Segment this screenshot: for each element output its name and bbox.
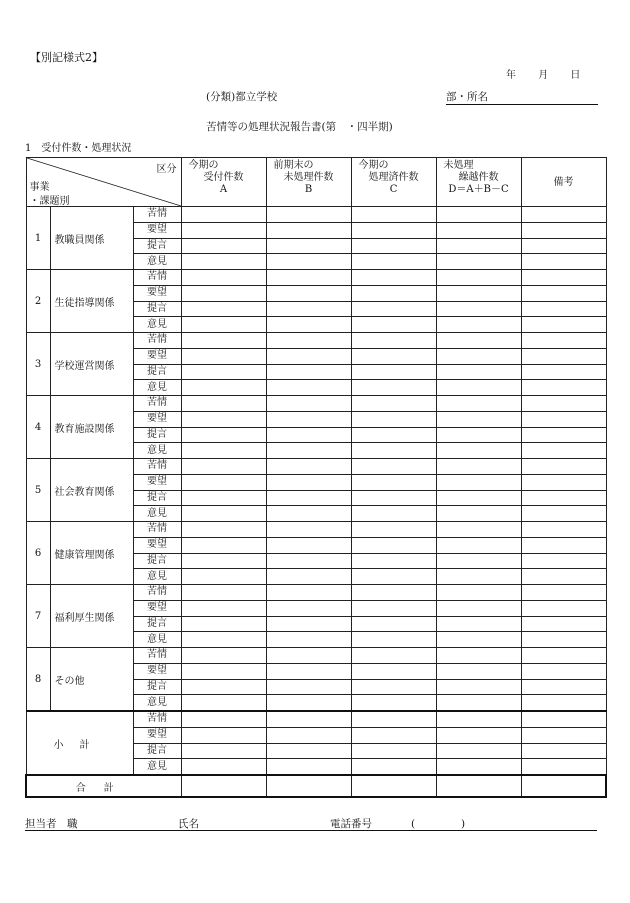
entry-cell[interactable] xyxy=(436,585,521,601)
entry-cell[interactable] xyxy=(181,537,266,553)
sub-category-label: 意見 xyxy=(133,632,181,648)
entry-cell[interactable] xyxy=(351,600,436,616)
corner-header xyxy=(26,158,181,207)
entry-cell[interactable] xyxy=(436,490,521,506)
sub-category-label: 提言 xyxy=(133,743,181,759)
entry-cell[interactable] xyxy=(521,364,606,380)
entry-cell[interactable] xyxy=(521,775,606,797)
column-header-a xyxy=(181,158,266,207)
entry-cell[interactable] xyxy=(266,222,351,238)
entry-cell[interactable] xyxy=(521,443,606,459)
entry-cell[interactable] xyxy=(351,427,436,443)
category-name: 社会教育関係 xyxy=(50,459,133,522)
entry-cell[interactable] xyxy=(436,695,521,711)
entry-cell[interactable] xyxy=(266,759,351,775)
entry-cell[interactable] xyxy=(436,553,521,569)
entry-cell[interactable] xyxy=(181,632,266,648)
sub-category-label: 意見 xyxy=(133,759,181,775)
entry-cell[interactable] xyxy=(351,727,436,743)
entry-cell[interactable] xyxy=(351,474,436,490)
entry-cell[interactable] xyxy=(266,238,351,254)
column-header-c xyxy=(351,158,436,207)
entry-cell[interactable] xyxy=(351,396,436,412)
entry-cell[interactable] xyxy=(351,317,436,333)
entry-cell[interactable] xyxy=(266,254,351,270)
entry-cell[interactable] xyxy=(521,727,606,743)
entry-cell[interactable] xyxy=(351,490,436,506)
entry-cell[interactable] xyxy=(351,522,436,538)
phone-paren-open: ( xyxy=(411,818,416,830)
entry-cell[interactable] xyxy=(436,254,521,270)
entry-cell[interactable] xyxy=(436,459,521,475)
jigyo-label: 事業 xyxy=(29,182,50,193)
month-label: 月 xyxy=(538,70,549,81)
entry-cell[interactable] xyxy=(351,743,436,759)
column-header-remarks xyxy=(521,158,606,207)
entry-cell[interactable] xyxy=(181,301,266,317)
entry-cell[interactable] xyxy=(521,474,606,490)
entry-cell[interactable] xyxy=(181,396,266,412)
entry-cell[interactable] xyxy=(521,222,606,238)
entry-cell[interactable] xyxy=(351,380,436,396)
entry-cell[interactable] xyxy=(521,663,606,679)
sub-category-label: 意見 xyxy=(133,569,181,585)
entry-cell[interactable] xyxy=(181,380,266,396)
column-header-line: A xyxy=(219,184,228,195)
category-number: 8 xyxy=(26,648,50,712)
entry-cell[interactable] xyxy=(436,759,521,775)
entry-cell[interactable] xyxy=(181,695,266,711)
category-number: 1 xyxy=(26,207,50,270)
column-header-b xyxy=(266,158,351,207)
entry-cell[interactable] xyxy=(266,411,351,427)
entry-cell[interactable] xyxy=(181,616,266,632)
entry-cell[interactable] xyxy=(181,727,266,743)
entry-cell[interactable] xyxy=(436,663,521,679)
entry-cell[interactable] xyxy=(436,537,521,553)
entry-cell[interactable] xyxy=(436,222,521,238)
kadai-label: ・課題別 xyxy=(29,196,70,207)
column-header-line: 今期の xyxy=(358,160,389,171)
entry-cell[interactable] xyxy=(266,474,351,490)
entry-cell[interactable] xyxy=(521,348,606,364)
sub-category-label: 意見 xyxy=(133,506,181,522)
column-header-line: 備考 xyxy=(553,177,574,188)
entry-cell[interactable] xyxy=(351,411,436,427)
entry-cell[interactable] xyxy=(266,711,351,727)
category-number: 7 xyxy=(26,585,50,648)
category-number: 4 xyxy=(26,396,50,459)
column-header-line: 未処理 xyxy=(443,160,474,171)
category-name: 健康管理関係 xyxy=(50,522,133,585)
table-row xyxy=(26,270,606,286)
sub-category-label: 提言 xyxy=(133,238,181,254)
entry-cell[interactable] xyxy=(181,490,266,506)
entry-cell[interactable] xyxy=(436,411,521,427)
category-name: 福利厚生関係 xyxy=(50,585,133,648)
sub-category-label: 意見 xyxy=(133,443,181,459)
entry-cell[interactable] xyxy=(266,679,351,695)
entry-cell[interactable] xyxy=(436,317,521,333)
entry-cell[interactable] xyxy=(521,301,606,317)
entry-cell[interactable] xyxy=(436,474,521,490)
sub-category-label: 提言 xyxy=(133,427,181,443)
entry-cell[interactable] xyxy=(351,775,436,797)
column-header-line: 繰越件数 xyxy=(458,172,499,183)
entry-cell[interactable] xyxy=(266,317,351,333)
report-table xyxy=(25,157,607,798)
entry-cell[interactable] xyxy=(266,270,351,286)
column-header-d xyxy=(436,158,521,207)
entry-cell[interactable] xyxy=(351,506,436,522)
day-label: 日 xyxy=(570,70,581,81)
entry-cell[interactable] xyxy=(436,775,521,797)
entry-cell[interactable] xyxy=(181,427,266,443)
sub-category-label: 要望 xyxy=(133,600,181,616)
entry-cell[interactable] xyxy=(181,222,266,238)
entry-cell[interactable] xyxy=(181,348,266,364)
entry-cell[interactable] xyxy=(351,348,436,364)
entry-cell[interactable] xyxy=(351,616,436,632)
header-row xyxy=(26,158,606,207)
entry-cell[interactable] xyxy=(521,380,606,396)
entry-cell[interactable] xyxy=(266,743,351,759)
entry-cell[interactable] xyxy=(266,648,351,664)
entry-cell[interactable] xyxy=(351,285,436,301)
entry-cell[interactable] xyxy=(351,553,436,569)
entry-cell[interactable] xyxy=(266,333,351,349)
entry-cell[interactable] xyxy=(521,459,606,475)
entry-cell[interactable] xyxy=(266,600,351,616)
entry-cell[interactable] xyxy=(521,553,606,569)
column-header-line: 処理済件数 xyxy=(368,172,419,183)
column-header-line: 前期末の xyxy=(273,160,314,171)
entry-cell[interactable] xyxy=(266,364,351,380)
entry-cell[interactable] xyxy=(181,207,266,223)
entry-cell[interactable] xyxy=(351,222,436,238)
department-field[interactable]: 部・所名 xyxy=(446,91,598,105)
table-row xyxy=(26,333,606,349)
sub-category-label: 提言 xyxy=(133,679,181,695)
category-number: 6 xyxy=(26,522,50,585)
table-row xyxy=(26,522,606,538)
entry-cell[interactable] xyxy=(521,522,606,538)
entry-cell[interactable] xyxy=(351,207,436,223)
entry-cell[interactable] xyxy=(181,679,266,695)
column-header-line: 未処理件数 xyxy=(283,172,334,183)
entry-cell[interactable] xyxy=(436,270,521,286)
category-number: 3 xyxy=(26,333,50,396)
entry-cell[interactable] xyxy=(521,695,606,711)
person-in-charge-label: 担当者 職 xyxy=(25,818,78,830)
entry-cell[interactable] xyxy=(266,506,351,522)
entry-cell[interactable] xyxy=(436,443,521,459)
phone-label: 電話番号 xyxy=(330,818,372,830)
entry-cell[interactable] xyxy=(351,254,436,270)
entry-cell[interactable] xyxy=(436,380,521,396)
entry-cell[interactable] xyxy=(181,663,266,679)
entry-cell[interactable] xyxy=(181,775,266,797)
table-row xyxy=(26,396,606,412)
entry-cell[interactable] xyxy=(436,427,521,443)
sub-category-label: 提言 xyxy=(133,301,181,317)
entry-cell[interactable] xyxy=(266,632,351,648)
entry-cell[interactable] xyxy=(266,301,351,317)
entry-cell[interactable] xyxy=(181,270,266,286)
entry-cell[interactable] xyxy=(521,600,606,616)
entry-cell[interactable] xyxy=(181,317,266,333)
subtotal-label: 小計 xyxy=(26,711,133,775)
entry-cell[interactable] xyxy=(521,679,606,695)
entry-cell[interactable] xyxy=(181,459,266,475)
entry-cell[interactable] xyxy=(436,600,521,616)
entry-cell[interactable] xyxy=(351,443,436,459)
sub-category-label: 要望 xyxy=(133,285,181,301)
entry-cell[interactable] xyxy=(181,443,266,459)
entry-cell[interactable] xyxy=(266,663,351,679)
sub-category-label: 提言 xyxy=(133,553,181,569)
sub-category-label: 苦情 xyxy=(133,522,181,538)
entry-cell[interactable] xyxy=(266,380,351,396)
phone-paren-close: ) xyxy=(461,818,466,830)
entry-cell[interactable] xyxy=(436,285,521,301)
entry-cell[interactable] xyxy=(436,348,521,364)
entry-cell[interactable] xyxy=(266,553,351,569)
entry-cell[interactable] xyxy=(521,411,606,427)
sub-category-label: 要望 xyxy=(133,537,181,553)
date-field xyxy=(506,70,599,82)
entry-cell[interactable] xyxy=(436,711,521,727)
entry-cell[interactable] xyxy=(266,285,351,301)
entry-cell[interactable] xyxy=(521,759,606,775)
entry-cell[interactable] xyxy=(181,238,266,254)
entry-cell[interactable] xyxy=(181,522,266,538)
sub-category-label: 意見 xyxy=(133,695,181,711)
entry-cell[interactable] xyxy=(351,695,436,711)
entry-cell[interactable] xyxy=(181,254,266,270)
table-row xyxy=(26,207,606,223)
entry-cell[interactable] xyxy=(351,459,436,475)
entry-cell[interactable] xyxy=(436,632,521,648)
entry-cell[interactable] xyxy=(266,348,351,364)
sub-category-label: 苦情 xyxy=(133,459,181,475)
sub-category-label: 苦情 xyxy=(133,585,181,601)
column-header-line: 受付件数 xyxy=(203,172,244,183)
total-row xyxy=(26,775,606,797)
entry-cell[interactable] xyxy=(521,537,606,553)
category-name: その他 xyxy=(50,648,133,712)
entry-cell[interactable] xyxy=(351,301,436,317)
entry-cell[interactable] xyxy=(351,333,436,349)
entry-cell[interactable] xyxy=(181,648,266,664)
entry-cell[interactable] xyxy=(521,427,606,443)
entry-cell[interactable] xyxy=(266,775,351,797)
report-title: 苦情等の処理状況報告書(第 ・四半期) xyxy=(206,121,393,133)
category-name: 教育施設関係 xyxy=(50,396,133,459)
entry-cell[interactable] xyxy=(436,679,521,695)
entry-cell[interactable] xyxy=(181,506,266,522)
entry-cell[interactable] xyxy=(351,569,436,585)
entry-cell[interactable] xyxy=(181,600,266,616)
entry-cell[interactable] xyxy=(436,648,521,664)
entry-cell[interactable] xyxy=(266,695,351,711)
entry-cell[interactable] xyxy=(351,663,436,679)
entry-cell[interactable] xyxy=(436,522,521,538)
entry-cell[interactable] xyxy=(436,364,521,380)
sub-category-label: 要望 xyxy=(133,663,181,679)
entry-cell[interactable] xyxy=(521,632,606,648)
entry-cell[interactable] xyxy=(266,490,351,506)
entry-cell[interactable] xyxy=(436,238,521,254)
entry-cell[interactable] xyxy=(436,727,521,743)
entry-cell[interactable] xyxy=(181,743,266,759)
table-row xyxy=(26,459,606,475)
entry-cell[interactable] xyxy=(351,270,436,286)
entry-cell[interactable] xyxy=(521,333,606,349)
entry-cell[interactable] xyxy=(521,569,606,585)
entry-cell[interactable] xyxy=(351,238,436,254)
entry-cell[interactable] xyxy=(181,474,266,490)
entry-cell[interactable] xyxy=(351,648,436,664)
name-label: 氏名 xyxy=(178,818,199,830)
entry-cell[interactable] xyxy=(436,743,521,759)
entry-cell[interactable] xyxy=(521,490,606,506)
entry-cell[interactable] xyxy=(521,506,606,522)
sub-category-label: 意見 xyxy=(133,380,181,396)
sub-category-label: 意見 xyxy=(133,317,181,333)
entry-cell[interactable] xyxy=(266,443,351,459)
entry-cell[interactable] xyxy=(436,616,521,632)
year-label: 年 xyxy=(506,70,516,81)
entry-cell[interactable] xyxy=(266,616,351,632)
total-label: 合計 xyxy=(26,775,181,797)
entry-cell[interactable] xyxy=(436,333,521,349)
entry-cell[interactable] xyxy=(521,396,606,412)
sub-category-label: 意見 xyxy=(133,254,181,270)
sub-category-label: 苦情 xyxy=(133,396,181,412)
entry-cell[interactable] xyxy=(436,506,521,522)
entry-cell[interactable] xyxy=(266,427,351,443)
table-row xyxy=(26,648,606,664)
column-header-line: C xyxy=(389,184,398,195)
category-name: 生徒指導関係 xyxy=(50,270,133,333)
table-row xyxy=(26,585,606,601)
category-number: 2 xyxy=(26,270,50,333)
entry-cell[interactable] xyxy=(266,207,351,223)
entry-cell[interactable] xyxy=(351,364,436,380)
entry-cell[interactable] xyxy=(521,270,606,286)
entry-cell[interactable] xyxy=(181,711,266,727)
table-row xyxy=(26,711,606,727)
entry-cell[interactable] xyxy=(521,285,606,301)
entry-cell[interactable] xyxy=(181,364,266,380)
sub-category-label: 要望 xyxy=(133,474,181,490)
sub-category-label: 要望 xyxy=(133,222,181,238)
kubun-label: 区分 xyxy=(156,164,177,175)
entry-cell[interactable] xyxy=(266,459,351,475)
entry-cell[interactable] xyxy=(436,569,521,585)
sub-category-label: 要望 xyxy=(133,348,181,364)
sub-category-label: 苦情 xyxy=(133,270,181,286)
entry-cell[interactable] xyxy=(521,711,606,727)
entry-cell[interactable] xyxy=(181,759,266,775)
entry-cell[interactable] xyxy=(266,522,351,538)
form-id: 【別記様式2】 xyxy=(30,51,103,64)
entry-cell[interactable] xyxy=(521,585,606,601)
entry-cell[interactable] xyxy=(181,285,266,301)
entry-cell[interactable] xyxy=(266,569,351,585)
column-header-line: B xyxy=(304,184,313,195)
entry-cell[interactable] xyxy=(266,396,351,412)
sub-category-label: 苦情 xyxy=(133,207,181,223)
entry-cell[interactable] xyxy=(181,411,266,427)
entry-cell[interactable] xyxy=(351,759,436,775)
sub-category-label: 苦情 xyxy=(133,648,181,664)
category-name: 学校運営関係 xyxy=(50,333,133,396)
entry-cell[interactable] xyxy=(266,537,351,553)
entry-cell[interactable] xyxy=(351,632,436,648)
entry-cell[interactable] xyxy=(181,553,266,569)
sub-category-label: 提言 xyxy=(133,364,181,380)
sub-category-label: 提言 xyxy=(133,490,181,506)
entry-cell[interactable] xyxy=(181,585,266,601)
footer-underline xyxy=(25,830,597,831)
school-classification: (分類)都立学校 xyxy=(206,91,278,103)
entry-cell[interactable] xyxy=(351,679,436,695)
entry-cell[interactable] xyxy=(521,254,606,270)
sub-category-label: 要望 xyxy=(133,727,181,743)
entry-cell[interactable] xyxy=(266,727,351,743)
sub-category-label: 要望 xyxy=(133,411,181,427)
entry-cell[interactable] xyxy=(521,648,606,664)
category-name: 教職員関係 xyxy=(50,207,133,270)
entry-cell[interactable] xyxy=(181,333,266,349)
entry-cell[interactable] xyxy=(351,537,436,553)
section-heading: 1 受付件数・処理状況 xyxy=(25,143,132,154)
entry-cell[interactable] xyxy=(436,396,521,412)
column-header-line: 今期の xyxy=(188,160,219,171)
entry-cell[interactable] xyxy=(521,207,606,223)
sub-category-label: 提言 xyxy=(133,616,181,632)
entry-cell[interactable] xyxy=(351,711,436,727)
column-header-line: D＝A＋B－C xyxy=(448,184,509,195)
category-number: 5 xyxy=(26,459,50,522)
entry-cell[interactable] xyxy=(436,207,521,223)
entry-cell[interactable] xyxy=(436,301,521,317)
entry-cell[interactable] xyxy=(521,743,606,759)
entry-cell[interactable] xyxy=(521,238,606,254)
entry-cell[interactable] xyxy=(351,585,436,601)
sub-category-label: 苦情 xyxy=(133,711,181,727)
entry-cell[interactable] xyxy=(266,585,351,601)
sub-category-label: 苦情 xyxy=(133,333,181,349)
entry-cell[interactable] xyxy=(521,616,606,632)
entry-cell[interactable] xyxy=(521,317,606,333)
entry-cell[interactable] xyxy=(181,569,266,585)
